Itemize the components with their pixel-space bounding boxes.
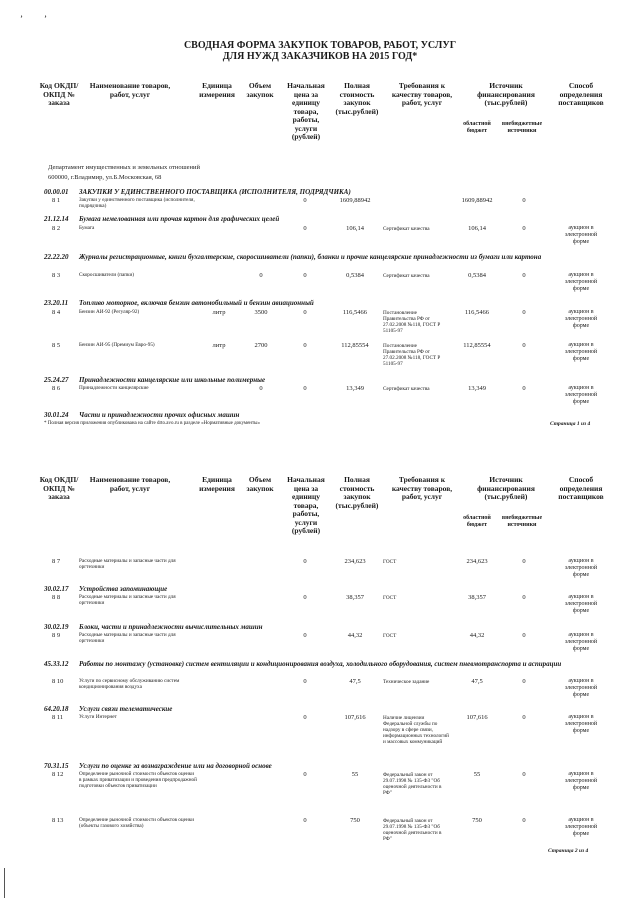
row-cost: 47,5: [349, 678, 361, 685]
row-cost: 44,32: [347, 632, 363, 639]
row-extra: 0: [522, 309, 526, 316]
row-cost: 107,616: [344, 714, 366, 721]
row-number: 8 6: [52, 385, 61, 392]
row-name: Бензин АИ-95 (Премиум Евро-95): [79, 342, 155, 348]
section-code: 00.00.01: [44, 188, 69, 196]
row-price: 0: [303, 385, 307, 392]
row-cost: 112,85554: [341, 342, 369, 349]
row-budget: 55: [473, 771, 481, 778]
section-code: 22.22.20: [44, 253, 69, 261]
row-requirements: Сертификат качества: [383, 386, 430, 392]
row-method: аукцион в электронной форме: [564, 594, 598, 614]
row-requirements: Постановление Правительства РФ от 27.02.2008 №118, ГОСТ Р 51105-97: [383, 343, 441, 367]
row-budget: 234,623: [466, 558, 488, 565]
row-name: Услуги Интернет: [79, 714, 117, 720]
row-budget: 116,5466: [464, 309, 490, 316]
row-number: 8 1: [52, 197, 61, 204]
section-title: Бумага немелованная или прочая картон для графических целей: [79, 215, 280, 223]
row-extra: 0: [522, 225, 526, 232]
row-number: 8 4: [52, 309, 61, 316]
row-extra: 0: [522, 197, 526, 204]
section-title: Устройства запоминающие: [79, 585, 168, 593]
header-unit: Единица измерения: [199, 475, 235, 493]
row-requirements: Федеральный закон от 29.07.1998 № 135-ФЗ "Об оценочной деятельности в РФ": [383, 772, 442, 796]
section-code: 45.33.12: [44, 660, 69, 668]
row-cost: 750: [350, 817, 360, 824]
row-method: аукцион в электронной форме: [564, 309, 598, 329]
row-budget: 38,357: [468, 594, 486, 601]
section-title: Топливо моторное, включая бензин автомобильный и бензин авиационный: [79, 299, 314, 307]
row-extra: 0: [522, 385, 526, 392]
department-name: Департамент имущественных и земельных отношений: [48, 164, 200, 171]
row-number: 8 12: [52, 771, 64, 778]
row-budget: 47,5: [471, 678, 483, 685]
section-title: Блоки, части и принадлежности вычислительных машин: [79, 623, 263, 631]
header-code: Код ОКДП/ ОКПД № заказа: [39, 81, 79, 107]
section-title: Услуги по оценке за вознаграждение или на договорной основе: [79, 762, 272, 770]
header-cost: Полная стоимость закупок (тыс.рублей): [335, 81, 379, 116]
header-price: Начальная цена за единицу товара, работы, услуги (рублей): [287, 81, 325, 141]
section-code: 30.02.19: [44, 623, 69, 631]
row-cost: 38,357: [346, 594, 364, 601]
row-budget: 0,5384: [468, 272, 486, 279]
header-volume: Объем закупок: [246, 475, 274, 493]
row-unit: литр: [212, 342, 226, 349]
row-price: 0: [303, 594, 307, 601]
header-price: Начальная цена за единицу товара, работы, услуги (рублей): [287, 475, 325, 535]
row-method: аукцион в электронной форме: [564, 714, 598, 734]
row-number: 8 8: [52, 594, 61, 601]
row-requirements: ГОСТ: [383, 559, 397, 565]
row-cost: 234,623: [344, 558, 366, 565]
header-source: Источник финансирования (тыс.рублей): [477, 81, 535, 107]
section-code: 64.20.18: [44, 705, 69, 713]
department-address: 600000, г.Владимир, ул.Б.Московская, 68: [48, 174, 162, 181]
row-volume: 3500: [254, 309, 268, 316]
row-extra: 0: [522, 558, 526, 565]
row-number: 8 9: [52, 632, 61, 639]
header-source-extra: внебюджетные источники: [501, 121, 543, 134]
row-requirements: Наличие лицензии Федеральной службы по надзору в сфере связи, информационных технологий и массовых коммуникаций: [383, 715, 449, 745]
section-code: 30.02.17: [44, 585, 69, 593]
row-volume: 0: [259, 385, 263, 392]
row-extra: 0: [522, 594, 526, 601]
row-method: аукцион в электронной форме: [564, 272, 598, 292]
section-code: 30.01.24: [44, 411, 69, 419]
row-price: 0: [303, 714, 307, 721]
row-cost: 1609,88942: [339, 197, 371, 204]
row-requirements: Сертификат качества: [383, 273, 430, 279]
section-title: Части и принадлежности прочих офисных машин: [79, 411, 240, 419]
section-title: Услуги связи телематические: [79, 705, 173, 713]
section-code: 70.31.15: [44, 762, 69, 770]
row-price: 0: [303, 272, 307, 279]
row-method: аукцион в электронной форме: [564, 771, 598, 791]
row-requirements: Федеральный закон от 29.07.1998 № 135-ФЗ "Об оценочной деятельности в РФ": [383, 818, 442, 842]
footnote: * Полная версия приложения опубликована на сайте drto.avo.ru в разделе «Нормативные документы»: [44, 421, 261, 426]
row-price: 0: [303, 197, 307, 204]
section-title: ЗАКУПКИ У ЕДИНСТВЕННОГО ПОСТАВЩИКА (ИСПОЛНИТЕЛЯ, ПОДРЯДЧИКА): [79, 188, 351, 196]
row-requirements: Сертификат качества: [383, 226, 430, 232]
row-extra: 0: [522, 272, 526, 279]
section-title: Принадлежности канцелярские или школьные полимерные: [79, 376, 266, 384]
row-name: Расходные материалы и запасные части для оргтехники: [79, 632, 176, 644]
row-cost: 0,5384: [346, 272, 364, 279]
row-price: 0: [303, 771, 307, 778]
row-price: 0: [303, 817, 307, 824]
row-cost: 116,5466: [342, 309, 368, 316]
header-name: Наименование товаров, работ, услуг: [89, 81, 171, 99]
row-extra: 0: [522, 632, 526, 639]
row-name: Закупки у единственного поставщика (исполнителя, подрядчика): [79, 197, 195, 209]
row-name: Определение рыночной стоимости объектов оценки (объекты газового хозяйства): [79, 817, 195, 829]
scan-mark: ʼ: [44, 14, 47, 24]
row-budget: 1609,88942: [461, 197, 493, 204]
section-code: 21.12.14: [44, 215, 69, 223]
row-budget: 750: [472, 817, 482, 824]
document-title-line2: ДЛЯ НУЖД ЗАКАЗЧИКОВ НА 2015 ГОД*: [222, 51, 418, 62]
row-name: Скоросшиватели (папки): [79, 272, 135, 278]
row-unit: литр: [212, 309, 226, 316]
row-cost: 55: [351, 771, 359, 778]
row-extra: 0: [522, 714, 526, 721]
row-price: 0: [303, 558, 307, 565]
section-code: 23.20.11: [44, 299, 69, 307]
row-extra: 0: [522, 771, 526, 778]
header-source-extra: внебюджетные источники: [501, 515, 543, 528]
row-number: 8 2: [52, 225, 61, 232]
row-number: 8 5: [52, 342, 61, 349]
row-method: аукцион в электронной форме: [564, 678, 598, 698]
row-name: Принадлежности канцелярские: [79, 385, 149, 391]
row-method: аукцион в электронной форме: [564, 225, 598, 245]
row-budget: 107,616: [466, 714, 488, 721]
row-budget: 106,14: [468, 225, 486, 232]
row-budget: 112,85554: [463, 342, 491, 349]
header-cost: Полная стоимость закупок (тыс.рублей): [335, 475, 379, 510]
header-method: Способ определения поставщиков: [558, 81, 604, 107]
row-price: 0: [303, 309, 307, 316]
row-extra: 0: [522, 817, 526, 824]
row-extra: 0: [522, 678, 526, 685]
row-method: аукцион в электронной форме: [564, 385, 598, 405]
row-cost: 13,349: [346, 385, 364, 392]
header-name: Наименование товаров, работ, услуг: [89, 475, 171, 493]
row-price: 0: [303, 678, 307, 685]
header-unit: Единица измерения: [199, 81, 235, 99]
row-method: аукцион в электронной форме: [564, 342, 598, 362]
row-number: 8 13: [52, 817, 64, 824]
row-name: Бензин АИ-92 (Регуляр-92): [79, 309, 140, 315]
row-price: 0: [303, 342, 307, 349]
row-extra: 0: [522, 342, 526, 349]
row-price: 0: [303, 225, 307, 232]
row-name: Услуги по сервисному обслуживанию систем кондиционирования воздуха: [79, 678, 180, 690]
header-requirements: Требования к качеству товаров, работ, услуг: [391, 475, 453, 501]
row-name: Определение рыночной стоимости объектов оценки в рамках приватизации и проведения предпродажной подготовки объектов приватизации: [79, 771, 197, 789]
header-requirements: Требования к качеству товаров, работ, услуг: [391, 81, 453, 107]
row-name: Бумага: [79, 225, 95, 231]
row-method: аукцион в электронной форме: [564, 558, 598, 578]
row-number: 8 7: [52, 558, 61, 565]
row-budget: 44,32: [469, 632, 485, 639]
header-source-budget: областной бюджет: [463, 515, 491, 528]
row-price: 0: [303, 632, 307, 639]
page-number: Страница 2 из 4: [548, 848, 589, 854]
header-source-budget: областной бюджет: [463, 121, 491, 134]
row-number: 8 10: [52, 678, 64, 685]
scan-mark: ʼ: [20, 14, 23, 24]
row-method: аукцион в электронной форме: [564, 817, 598, 837]
row-number: 8 11: [52, 714, 64, 721]
row-requirements: ГОСТ: [383, 595, 397, 601]
row-requirements: Техническое задание: [383, 679, 430, 685]
row-number: 8 3: [52, 272, 61, 279]
header-volume: Объем закупок: [246, 81, 274, 99]
section-title: Работы по монтажу (установке) систем вентиляции и кондиционирования воздуха, холодильного оборудования, систем пневмотранспорта и аспирации: [79, 660, 562, 668]
row-method: аукцион в электронной форме: [564, 632, 598, 652]
header-source: Источник финансирования (тыс.рублей): [477, 475, 535, 501]
row-budget: 13,349: [468, 385, 486, 392]
row-name: Расходные материалы и запасные части для оргтехники: [79, 594, 176, 606]
row-requirements: Постановление Правительства РФ от 27.02.2008 №118, ГОСТ Р 51105-97: [383, 310, 441, 334]
page-number: Страница 1 из 4: [550, 421, 591, 427]
row-cost: 106,14: [346, 225, 364, 232]
document-title-line1: СВОДНАЯ ФОРМА ЗАКУПОК ТОВАРОВ, РАБОТ, УСЛУГ: [183, 40, 457, 51]
row-volume: 0: [259, 272, 263, 279]
row-name: Расходные материалы и запасные части для оргтехники: [79, 558, 176, 570]
header-method: Способ определения поставщиков: [558, 475, 604, 501]
section-code: 25.24.27: [44, 376, 69, 384]
row-volume: 2700: [254, 342, 268, 349]
scan-edge: [4, 868, 5, 898]
section-title: Журналы регистрационные, книги бухгалтерские, скоросшиватели (папки), бланки и прочие канцелярские принадлежности из бумаги или картона: [79, 253, 542, 261]
header-code: Код ОКДП/ ОКПД № заказа: [39, 475, 79, 501]
row-requirements: ГОСТ: [383, 633, 397, 639]
